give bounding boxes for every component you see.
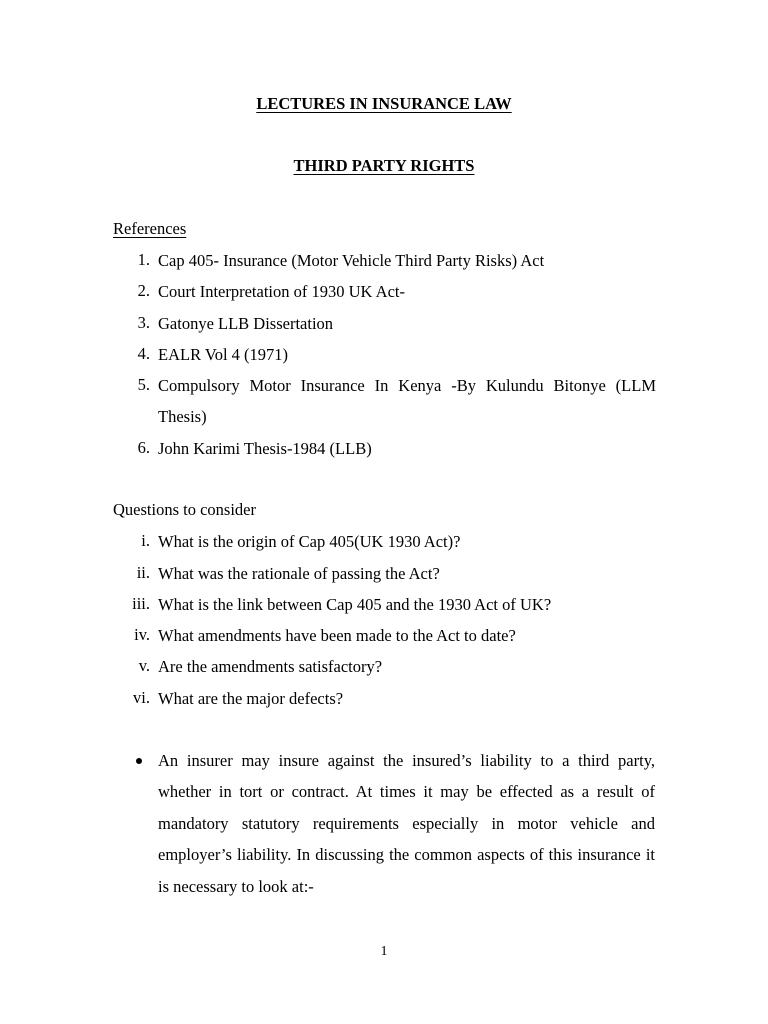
list-numeral: iv. [134, 625, 150, 644]
question-item [0, 688, 768, 719]
question-text: What is the link between Cap 405 and the 1930 Act of UK? [158, 595, 552, 614]
question-text: What are the major defects? [158, 689, 344, 708]
list-number: 3. [137, 313, 150, 332]
list-numeral: v. [138, 656, 150, 675]
list-number: 2. [137, 281, 150, 300]
list-number: 4. [137, 344, 150, 363]
list-number: 5. [137, 375, 150, 394]
list-numeral: iii. [132, 594, 150, 613]
page-number: 1 [380, 944, 388, 959]
list-numeral: ii. [136, 563, 150, 582]
bullet-dot-icon [136, 758, 142, 764]
questions-heading: Questions to consider [113, 500, 256, 519]
reference-item [0, 438, 768, 469]
question-text: Are the amendments satisfactory? [158, 657, 383, 676]
document-title: LECTURES IN INSURANCE LAW [256, 94, 512, 113]
reference-text: EALR Vol 4 (1971) [158, 345, 289, 364]
list-number: 1. [137, 250, 150, 269]
document-subtitle: THIRD PARTY RIGHTS [293, 156, 475, 175]
reference-text: Gatonye LLB Dissertation [158, 314, 334, 333]
question-text: What amendments have been made to the Act to date? [158, 626, 516, 645]
reference-text: Cap 405- Insurance (Motor Vehicle Third Party Risks) Act [158, 251, 545, 270]
reference-text: Compulsory Motor Insurance In Kenya -By Kulundu Bitonye (LLM Thesis) [158, 376, 656, 426]
list-number: 6. [137, 438, 150, 457]
reference-text: John Karimi Thesis-1984 (LLB) [158, 439, 372, 458]
bullet-paragraph: An insurer may insure against the insured’s liability to a third party, whether in tort or contract. At times it may be effected as a result of mandatory statutory requirements especially in motor vehicle and employer’s liability. In discussing the common aspects of this insurance it is necessary to look at:- [158, 751, 655, 896]
reference-item [0, 375, 768, 437]
reference-text: Court Interpretation of 1930 UK Act- [158, 282, 405, 301]
list-numeral: i. [141, 531, 150, 550]
references-heading: References [113, 219, 187, 238]
question-text: What is the origin of Cap 405(UK 1930 Act)? [158, 532, 461, 551]
question-text: What was the rationale of passing the Act? [158, 564, 440, 583]
list-numeral: vi. [133, 688, 150, 707]
